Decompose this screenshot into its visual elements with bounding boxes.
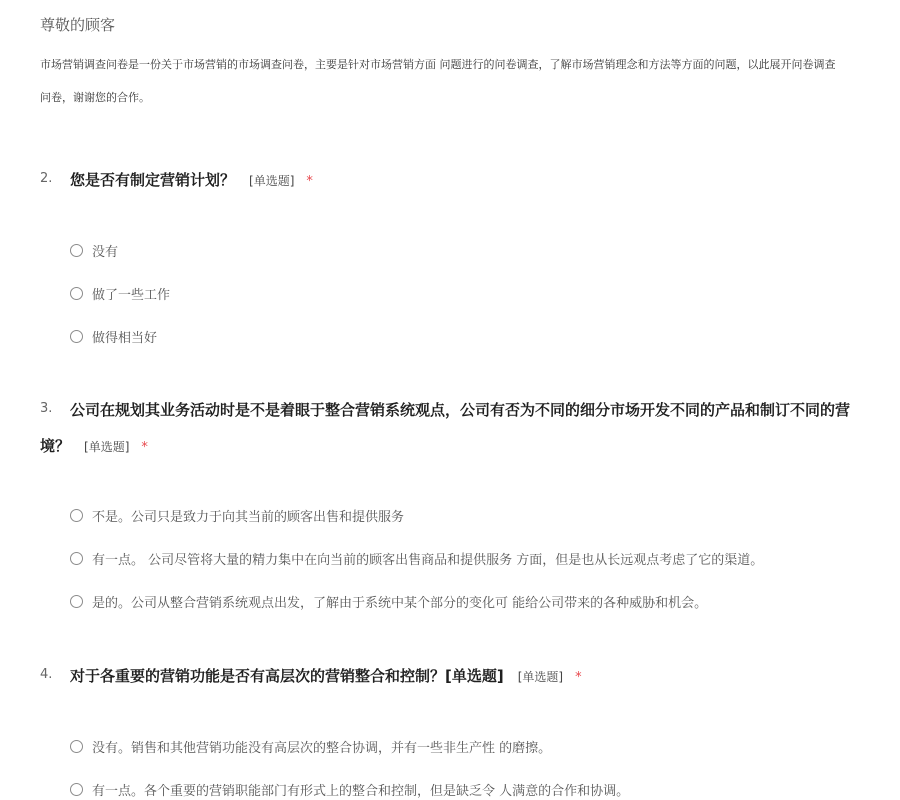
question-3-option-2[interactable] <box>70 548 763 568</box>
radio-button[interactable] <box>70 330 83 343</box>
radio-button[interactable] <box>70 287 83 300</box>
question-number: 4. <box>40 667 53 682</box>
question-2-title-row <box>70 169 313 190</box>
required-marker: * <box>141 440 148 455</box>
question-title-text: 您是否有制定营销计划？ <box>70 171 236 189</box>
question-number: 3. <box>40 401 53 416</box>
intro-line-1: 市场营销调查问卷是一份关于市场营销的市场调查问卷，主要是针对市场营销方面 问题进行的问卷调查，了解市场营销理念和方法等方面的问题，以此展开问卷调查 <box>40 58 836 71</box>
question-3-title-line-2 <box>40 435 148 456</box>
question-3-option-3[interactable] <box>70 591 707 611</box>
option-label: 有一点。 公司尽管将大量的精力集中在向当前的顾客出售商品和提供服务 方面，但是也从长远观点考虑了它的渠道。 <box>92 552 764 568</box>
intro-line-2: 问卷，谢谢您的合作。 <box>40 91 150 104</box>
question-type-tag: [单选题] <box>517 670 564 684</box>
required-marker: * <box>575 670 582 685</box>
question-2-title <box>0 168 900 190</box>
option-label: 不是。公司只是致力于向其当前的顾客出售和提供服务 <box>92 509 405 525</box>
question-2-option-3[interactable] <box>70 326 157 346</box>
question-4 <box>0 664 900 799</box>
radio-button[interactable] <box>70 783 83 796</box>
radio-button[interactable] <box>70 509 83 522</box>
question-4-option-1[interactable] <box>70 736 551 756</box>
question-number: 2. <box>40 171 53 186</box>
radio-button[interactable] <box>70 552 83 565</box>
option-label: 没有 <box>92 244 119 260</box>
question-title-text-line-2: 境？ <box>40 437 71 455</box>
question-type-tag: [单选题] <box>84 440 130 454</box>
question-2-option-2[interactable] <box>70 283 170 303</box>
question-3-title <box>0 398 900 458</box>
option-label: 有一点。各个重要的营销职能部门有形式上的整合和控制，但是缺乏令 人满意的合作和协调。 <box>92 783 630 799</box>
option-label: 做了一些工作 <box>92 287 171 303</box>
question-2 <box>0 168 900 346</box>
radio-button[interactable] <box>70 595 83 608</box>
radio-button[interactable] <box>70 244 83 257</box>
option-label: 是的。公司从整合营销系统观点出发，了解由于系统中某个部分的变化可 能给公司带来的各种威胁和机会。 <box>92 595 708 611</box>
required-marker: * <box>306 174 313 189</box>
question-title-text-line-1: 公司在规划其业务活动时是不是着眼于整合营销系统观点，公司有否为不同的细分市场开发不同的产品和制订不同的营 <box>70 401 851 419</box>
option-label: 做得相当好 <box>92 330 158 346</box>
question-title-text: 对于各重要的营销功能是否有高层次的营销整合和控制？[单选题] <box>70 667 504 685</box>
greeting-heading: 尊敬的顾客 <box>40 16 116 34</box>
question-3-option-1[interactable] <box>70 505 404 525</box>
question-type-tag: [单选题] <box>249 174 295 188</box>
question-4-title-row <box>70 665 582 686</box>
radio-button[interactable] <box>70 740 83 753</box>
option-label: 没有。销售和其他营销功能没有高层次的整合协调，并有一些非生产性 的磨擦。 <box>92 740 552 756</box>
question-3 <box>0 398 900 611</box>
survey-intro <box>40 48 900 114</box>
question-2-option-1[interactable] <box>70 240 118 260</box>
question-4-option-2[interactable] <box>70 779 629 799</box>
question-4-title <box>0 664 900 686</box>
